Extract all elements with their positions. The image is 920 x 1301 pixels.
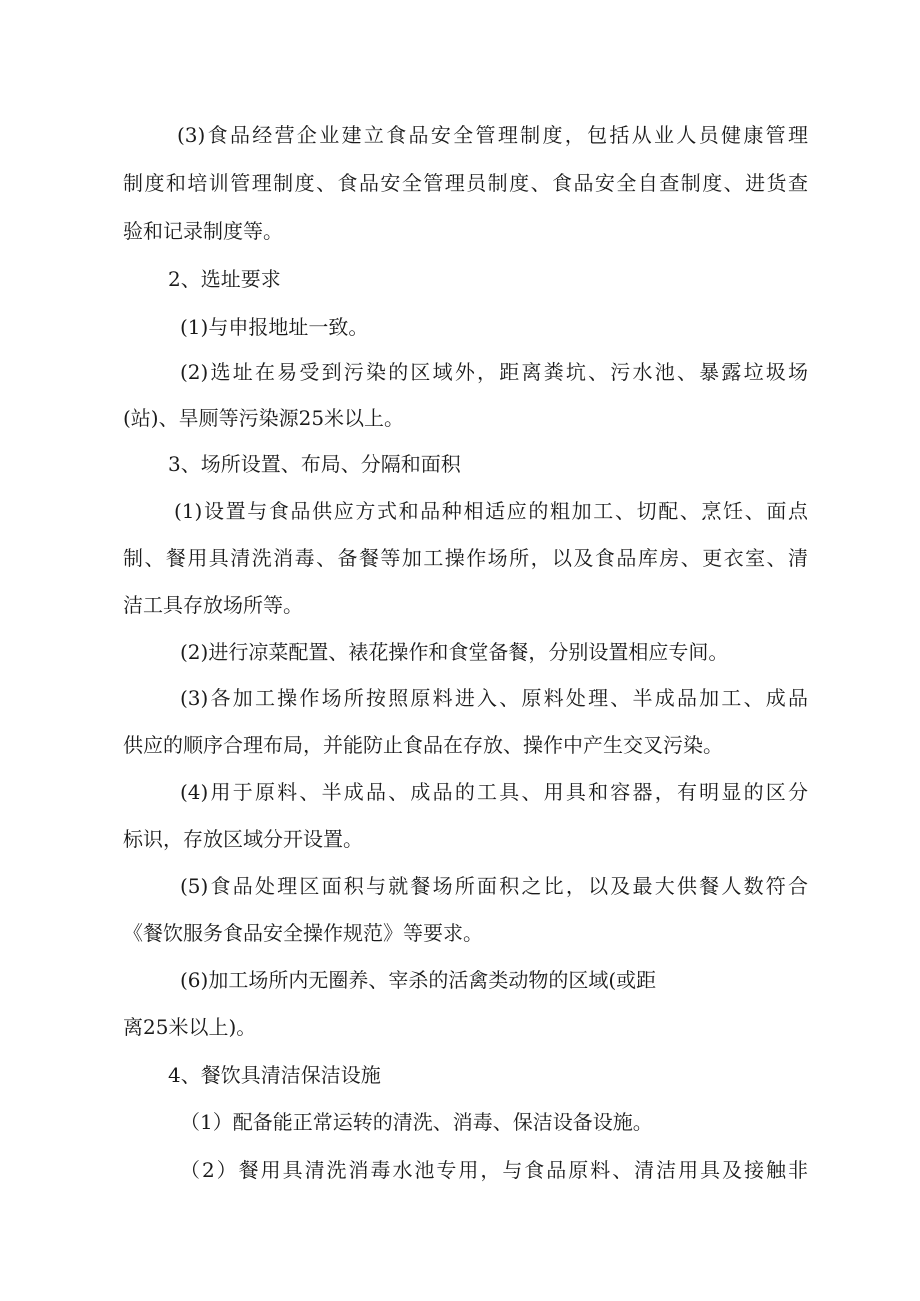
item-3-layout-order-line-2: 供应的顺序合理布局，并能防止食品在存放、操作中产生交叉污染。 <box>123 733 723 757</box>
paragraph-3-food-safety-management-system-line-3: 验和记录制度等。 <box>123 219 283 243</box>
section-3-premises-layout-heading: 3、场所设置、布局、分隔和面积 <box>168 452 461 476</box>
item-2-dedicated-washing-pool: （2）餐用具清洗消毒水池专用，与食品原料、清洁用具及接触非 <box>180 1158 808 1182</box>
item-5-area-ratio-line-1: (5)食品处理区面积与就餐场所面积之比，以及最大供餐人数符合 <box>180 874 808 898</box>
item-2-site-away-from-pollution-line-1: (2)选址在易受到污染的区域外，距离粪坑、污水池、暴露垃圾场 <box>180 360 808 384</box>
item-4-tools-distinction-line-2: 标识，存放区域分开设置。 <box>123 827 363 851</box>
item-3-layout-order-line-1: (3)各加工操作场所按照原料进入、原料处理、半成品加工、成品 <box>180 686 808 710</box>
paragraph-3-food-safety-management-system-line-1: (3)食品经营企业建立食品安全管理制度，包括从业人员健康管理 <box>177 123 808 147</box>
item-1-consistent-with-declared-address: (1)与申报地址一致。 <box>180 315 369 339</box>
item-1-processing-areas-line-1: (1)设置与食品供应方式和品种相适应的粗加工、切配、烹饪、面点 <box>174 499 808 523</box>
item-1-processing-areas-line-3: 洁工具存放场所等。 <box>123 593 303 617</box>
item-1-processing-areas-line-2: 制、餐用具清洗消毒、备餐等加工操作场所，以及食品库房、更衣室、清 <box>123 546 808 570</box>
item-2-dedicated-rooms: (2)进行凉菜配置、裱花操作和食堂备餐，分别设置相应专间。 <box>180 640 729 664</box>
item-2-site-away-from-pollution-line-2: (站)、旱厕等污染源25米以上。 <box>123 406 405 430</box>
item-1-cleaning-equipment: （1）配备能正常运转的清洗、消毒、保洁设备设施。 <box>180 1110 653 1134</box>
section-4-tableware-cleaning-heading: 4、餐饮具清洁保洁设施 <box>168 1063 381 1087</box>
paragraph-3-food-safety-management-system-line-2: 制度和培训管理制度、食品安全管理员制度、食品安全自查制度、进货查 <box>123 171 808 195</box>
item-6-no-live-poultry-line-1: (6)加工场所内无圈养、宰杀的活禽类动物的区域(或距 <box>180 968 657 992</box>
item-4-tools-distinction-line-1: (4)用于原料、半成品、成品的工具、用具和容器，有明显的区分 <box>180 780 808 804</box>
item-6-no-live-poultry-line-2: 离25米以上)。 <box>123 1015 257 1039</box>
section-2-site-requirements-heading: 2、选址要求 <box>168 267 281 291</box>
item-5-area-ratio-line-2: 《餐饮服务食品安全操作规范》等要求。 <box>123 921 483 945</box>
